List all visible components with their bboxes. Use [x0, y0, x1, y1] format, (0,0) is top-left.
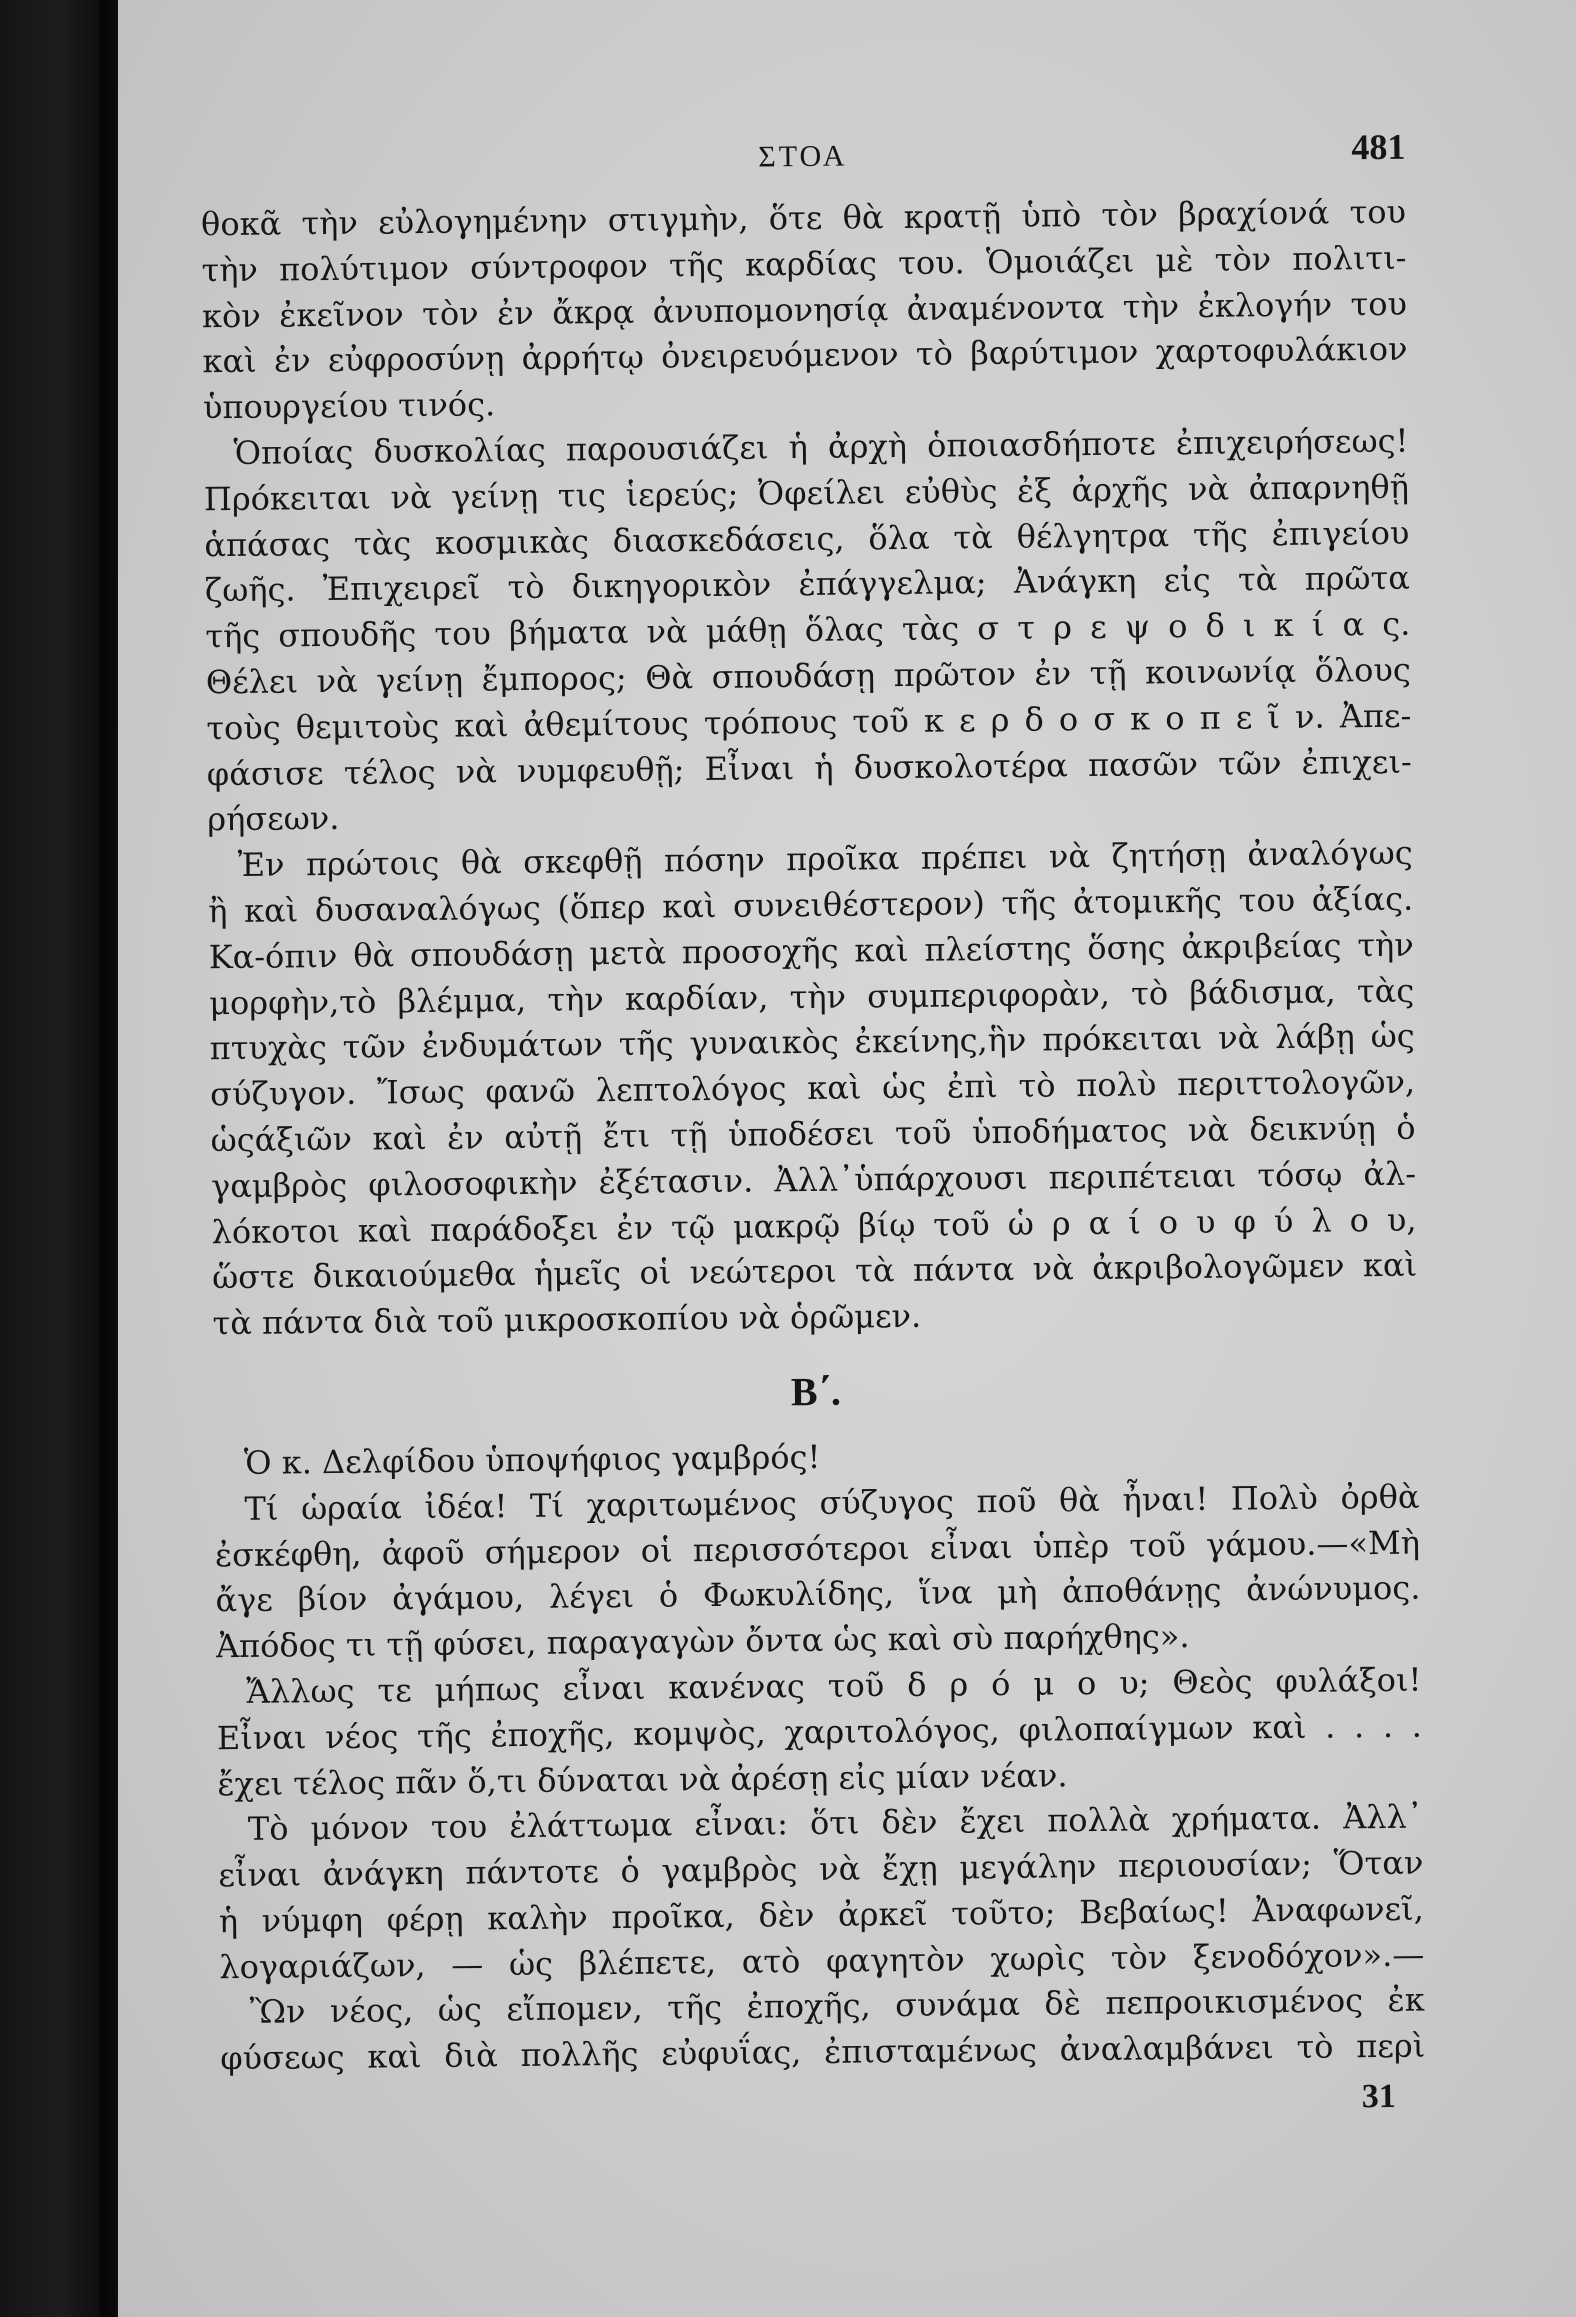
text-line: ὑπουργείου τινός.: [202, 385, 496, 427]
text-line: Ὁ κ. Δελφίδου ὑποψήφιος γαμβρός!: [243, 1437, 821, 1482]
text-line: ἔχει τέλος πᾶν ὅ,τι δύναται νὰ ἀρέσῃ εἰς μίαν νέαν.: [217, 1755, 1068, 1803]
text-line: Ἄλλως τε μήπως εἶναι κανένας τοῦ δ ρ ό μ ο υ; Θεὸς φυλάξοι!: [246, 1660, 1422, 1711]
text-line: εἶναι ἀνάγκη πάντοτε ὁ γαμβρὸς νὰ ἔχῃ μεγάλην περιουσίαν; Ὅταν: [218, 1843, 1424, 1895]
text-line: Πρόκειται νὰ γείνῃ τις ἱερεύς; Ὀφείλει εὐθὺς ἐξ ἀρχῆς νὰ ἀπαρνηθῇ: [203, 467, 1410, 519]
text-line: ἄγε βίον ἀγάμου, λέγει ὁ Φωκυλίδης, ἵνα μὴ ἀποθάνῃς ἀνώνυμος.: [215, 1568, 1421, 1620]
section-2-text: [214, 1429, 1426, 2083]
signature-mark: 31: [1361, 2077, 1396, 2116]
text-line: τοὺς θεμιτοὺς καὶ ἀθεμίτους τρόπους τοῦ κ ε ρ δ ο σ κ ο π ε ῖ ν. Ἀπε-: [206, 696, 1412, 748]
text-line: φάσισε τέλος νὰ νυμφευθῇ; Εἶναι ἡ δυσκολοτέρα πασῶν τῶν ἐπιχει-: [206, 742, 1412, 793]
text-line: κὸν ἐκεῖνον τὸν ἐν ἄκρᾳ ἀνυπομονησίᾳ ἀναμένοντα τὴν ἐκλογήν του: [201, 284, 1408, 335]
text-line: σύζυγον. Ἴσως φανῶ λεπτολόγος καὶ ὡς ἐπὶ τὸ πολὺ περιττολογῶν,: [209, 1062, 1416, 1114]
text-line: τὴν πολύτιμον σύντροφον τῆς καρδίας του. Ὁμοιάζει μὲ τὸν πολιτι-: [201, 238, 1407, 290]
page-footer: [221, 2070, 1427, 2143]
running-head: [200, 114, 1406, 197]
text-line: τὰ πάντα διὰ τοῦ μικροσκοπίου νὰ ὁρῶμεν.: [212, 1296, 922, 1343]
page-number: 481: [1351, 126, 1406, 168]
text-line: ἁπάσας τὰς κοσμικὰς διασκεδάσεις, ὅλα τὰ θέλγητρα τῆς ἐπιγείου: [204, 513, 1410, 564]
text-line: Τί ὡραία ἰδέα! Τί χαριτωμένος σύζυγος ποῦ θὰ ἦναι! Πολὺ ὀρθὰ: [244, 1477, 1420, 1528]
text-line: Ἐν πρώτοις θὰ σκεφθῇ πόσην προῖκα πρέπει νὰ ζητήσῃ ἀναλόγως: [237, 833, 1413, 885]
text-line: ἐσκέφθη, ἀφοῦ σήμερον οἱ περισσότεροι εἶναι ὑπὲρ τοῦ γάμου.—«Μὴ: [214, 1523, 1421, 1574]
text-line: θοκᾶ τὴν εὐλογημένην στιγμὴν, ὅτε θὰ κρατῇ ὑπὸ τὸν βραχίονά του: [200, 192, 1407, 244]
text-line: Ἀπόδος τι τῇ φύσει, παραγαγὼν ὄντα ὡς καὶ σὺ παρήχθης».: [215, 1617, 1190, 1666]
text-line: Εἶναι νέος τῆς ἐποχῆς, κομψὸς, χαριτολόγος, φιλοπαίγμων καὶ . . . .: [216, 1706, 1423, 1757]
text-line: Θέλει νὰ γείνῃ ἔμπορος; Θὰ σπουδάσῃ πρῶτον ἐν τῇ κοινωνίᾳ ὅλους: [205, 650, 1411, 702]
text-line: ἢ καὶ δυσαναλόγως (ὅπερ καὶ συνειθέστερον) τῆς ἀτομικῆς του ἀξίας.: [208, 879, 1414, 931]
text-line: ὥστε δικαιούμεθα ἡμεῖς οἱ νεώτεροι τὰ πάντα νὰ ἀκριβολογῶμεν καὶ: [211, 1245, 1418, 1297]
text-line: μορφὴν,τὸ βλέμμα, τὴν καρδίαν, τὴν συμπεριφορὰν, τὸ βάδισμα, τὰς: [209, 971, 1415, 1022]
text-line: Ὁποίας δυσκολίας παρουσιάζει ἡ ἀρχὴ ὁποιασδήποτε ἐπιχειρήσεως!: [233, 421, 1409, 472]
running-title: ΣΤΟΑ: [758, 139, 848, 174]
text-line: ρήσεων.: [207, 799, 340, 839]
text-line: πτυχὰς τῶν ἐνδυμάτων τῆς γυναικὸς ἐκείνης,ἣν πρόκειται νὰ λάβῃ ὡς: [209, 1016, 1415, 1068]
text-line: λόκοτοι καὶ παράδοξει ἐν τῷ μακρῷ βίῳ τοῦ ὡ ρ α ί ο υ φ ύ λ ο υ,: [211, 1200, 1417, 1251]
section-heading: Β΄.: [790, 1368, 842, 1415]
text-line: ζωῆς. Ἐπιχειρεῖ τὸ δικηγορικὸν ἐπάγγελμα; Ἀνάγκη εἰς τὰ πρῶτα: [204, 559, 1411, 610]
text-line: καὶ ἐν εὐφροσύνῃ ἀρρήτῳ ὀνειρευόμενον τὸ βαρύτιμον χαρτοφυλάκιον: [202, 330, 1408, 381]
text-line: Ὢν νέος, ὡς εἴπομεν, τῆς ἐποχῆς, συνάμα δὲ πεπροικισμένος ἐκ: [249, 1981, 1425, 2032]
section-1-text: [201, 190, 1418, 1347]
text-line: φύσεως καὶ διὰ πολλῆς εὐφυΐας, ἐπισταμένως ἀναλαμβάνει τὸ περὶ: [220, 2026, 1426, 2078]
text-line: τῆς σπουδῆς του βήματα νὰ μάθῃ ὅλας τὰς σ τ ρ ε ψ ο δ ι κ ί α ς.: [205, 604, 1411, 656]
book-spine-shadow: [0, 0, 108, 2317]
text-line: ἡ νύμφη φέρῃ καλὴν προῖκα, δὲν ἀρκεῖ τοῦτο; Βεβαίως! Ἀναφωνεῖ,: [218, 1889, 1424, 1941]
page-content: [200, 114, 1428, 2316]
text-line: Τὸ μόνον του ἐλάττωμα εἶναι: ὅτι δὲν ἔχει πολλὰ χρήματα. Ἀλλ᾽: [247, 1797, 1424, 1849]
text-line: Κα-όπιν θὰ σπουδάσῃ μετὰ προσοχῆς καὶ πλείστης ὅσης ἀκριβείας τὴν: [208, 925, 1414, 977]
text-line: λογαριάζων, — ὡς βλέπετε, ατὸ φαγητὸν χωρὶς τὸν ξενοδόχον».—: [219, 1935, 1425, 1986]
text-line: ὡςάξιῶν καὶ ἐν αὐτῇ ἔτι τῇ ὑποδέσει τοῦ ὑποδήματος νὰ δεικνύῃ ὁ: [210, 1108, 1416, 1160]
text-line: γαμβρὸς φιλοσοφικὴν ἐξέτασιν. Ἀλλ᾽ὑπάρχουσι περιπέτειαι τόσῳ ἀλ-: [210, 1154, 1417, 1205]
